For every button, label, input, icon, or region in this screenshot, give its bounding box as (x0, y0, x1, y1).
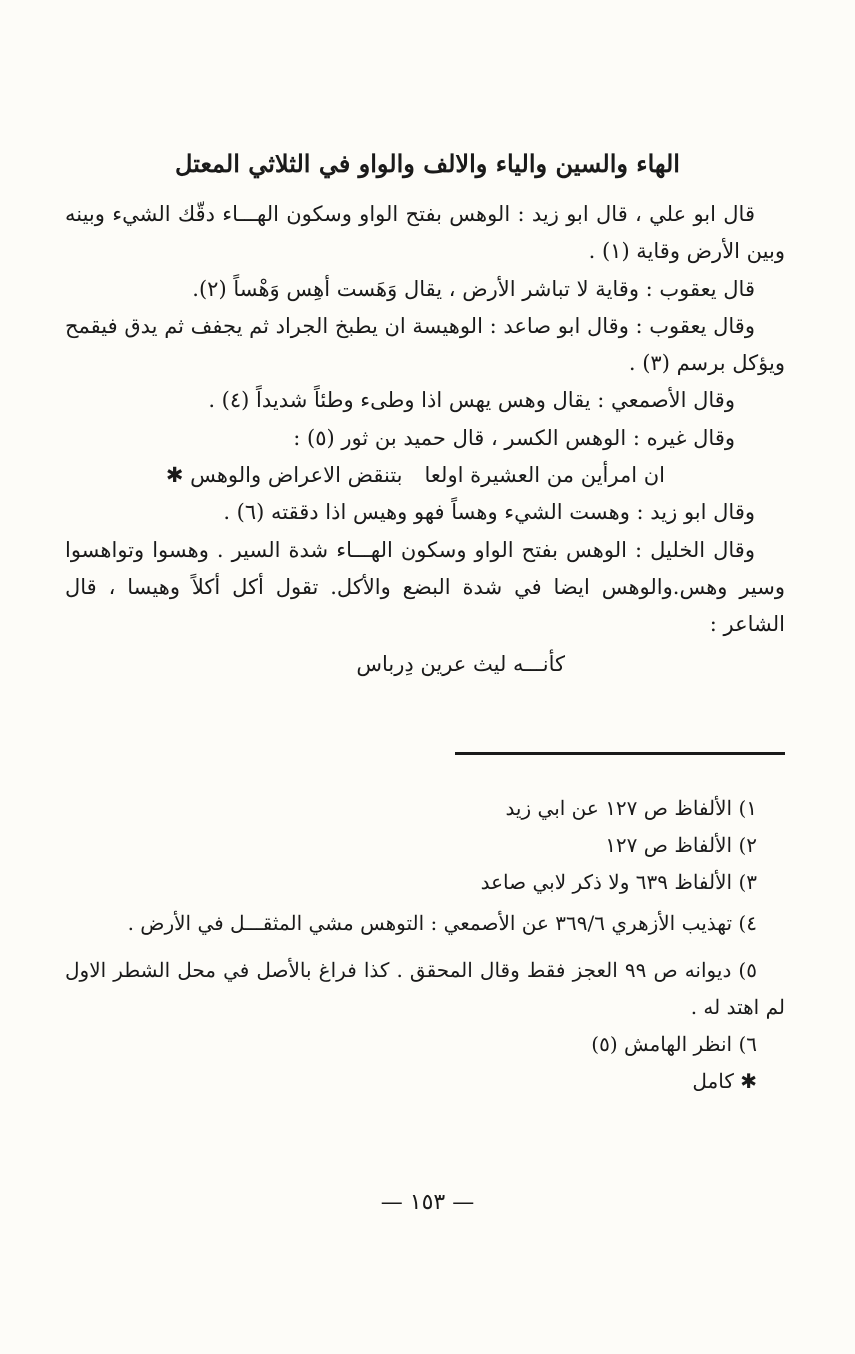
footnote-1: ١) الألفاظ ص ١٢٧ عن ابي زيد (505, 796, 757, 820)
footnote-4: ٤) تهذيب الأزهري ٣٦٩/٦ عن الأصمعي : التوهس مشي المثقـــل في الأرض . (127, 911, 757, 935)
footnote-meter: ✱ كامل (692, 1069, 757, 1093)
paragraph-1: قال ابو علي ، قال ابو زيد : الوهس بفتح الواو وسكون الهـــاء دقّك الشيء وبينه وبين الأرض وقاية (١) . (65, 202, 785, 264)
paragraph-6: وقال ابو زيد : وهست الشيء وهساً فهو وهيس اذا دققته (٦) . (223, 500, 755, 525)
footnote-3: ٣) الألفاظ ٦٣٩ ولا ذكر لابي صاعد (480, 870, 757, 894)
main-text (65, 196, 785, 683)
verse-line-2: كأنـــه ليث عرين دِرباس (356, 651, 565, 676)
paragraph-2: قال يعقوب : وقاية لا تباشر الأرض ، يقال وَهَست أهِس وَهْساً (٢). (192, 276, 755, 301)
verse-line-1 (65, 457, 785, 494)
paragraph-3: وقال يعقوب : وقال ابو صاعد : الوهيسة ان يطبخ الجراد ثم يجفف ثم يدق فيقمح ويؤكل برسم (٣) . (64, 313, 785, 376)
footnote-2: ٢) الألفاظ ص ١٢٧ (605, 833, 757, 857)
paragraph-7: وقال الخليل : الوهس بفتح الواو وسكون الهـــاء شدة السير . وهسوا وتواهسوا وسير وهس.والوهس ايضا في شدة البضع والأكل. تقول أكل أكلاً وهيسا ، قال الشاعر : (65, 537, 785, 637)
footnotes (65, 790, 785, 1100)
verse-1-first-hemistich: ان امرأين من العشيرة اولعا (424, 463, 665, 488)
verse-1-second-hemistich: بتنقض الاعراض والوهس ✱ (165, 463, 403, 488)
page-title: الهاء والسين والياء والالف والواو في الثلاثي المعتل (175, 149, 680, 178)
page-number: — ١٥٣ — (380, 1190, 475, 1215)
footnote-5: ٥) ديوانه ص ٩٩ العجز فقط وقال المحقق . كذا فراغ بالأصل في محل الشطر الاول لم اهتد له . (65, 958, 785, 1019)
footnote-divider (455, 752, 785, 755)
paragraph-4: وقال الأصمعي : يقال وهس يهس اذا وطىء وطئاً شديداً (٤) . (208, 388, 735, 413)
paragraph-5: وقال غيره : الوهس الكسر ، قال حميد بن ثور (٥) : (293, 425, 735, 450)
footnote-6: ٦) انظر الهامش (٥) (591, 1032, 757, 1056)
